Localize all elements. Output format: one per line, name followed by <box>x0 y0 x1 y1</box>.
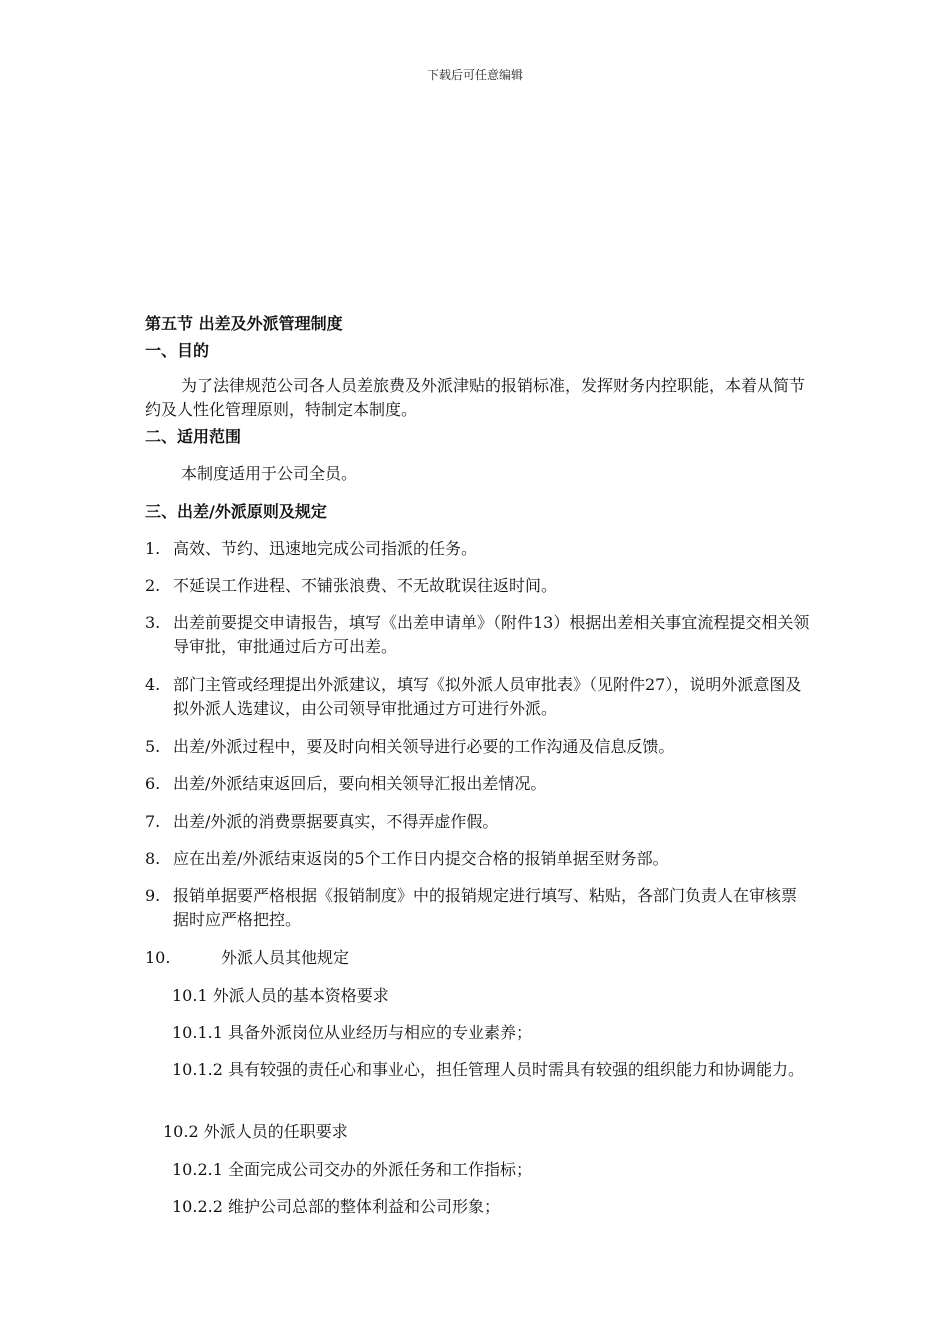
subsection-10-2-2: 10.2.2 维护公司总部的整体利益和公司形象； <box>172 1197 500 1216</box>
heading-scope: 二、适用范围 <box>145 427 242 446</box>
list-item-number: 1. <box>145 539 161 558</box>
list-item <box>145 847 810 871</box>
list-item <box>145 810 810 834</box>
list-item-text: 出差前要提交申请报告，填写《出差申请单》（附件13）根据出差相关事宜流程提交相关领导审批，审批通过后方可出差。 <box>173 613 810 656</box>
subsection-10-1-1: 10.1.1 具备外派岗位从业经历与相应的专业素养； <box>172 1023 532 1042</box>
list-item-text: 出差/外派的消费票据要真实，不得弄虚作假。 <box>173 812 499 831</box>
list-item-text: 外派人员其他规定 <box>221 948 350 967</box>
list-item <box>145 772 810 796</box>
list-item <box>145 611 810 659</box>
list-item-text: 部门主管或经理提出外派建议，填写《拟外派人员审批表》（见附件27），说明外派意图及拟外派人选建议，由公司领导审批通过方可进行外派。 <box>173 675 802 718</box>
list-item-number: 3. <box>145 613 161 632</box>
list-item-text: 应在出差/外派结束返岗的5个工作日内提交合格的报销单据至财务部。 <box>173 849 669 868</box>
list-item-number: 5. <box>145 737 161 756</box>
list-item <box>145 673 810 721</box>
list-item-text: 高效、节约、迅速地完成公司指派的任务。 <box>173 539 478 558</box>
list-item-number: 8. <box>145 849 161 868</box>
subsection-10-2-1: 10.2.1 全面完成公司交办的外派任务和工作指标； <box>172 1160 532 1179</box>
list-item <box>145 537 810 561</box>
list-item <box>145 574 810 598</box>
header-note: 下载后可任意编辑 <box>426 68 523 82</box>
section-title: 第五节 出差及外派管理制度 <box>145 314 343 333</box>
list-item-number: 6. <box>145 774 161 793</box>
paragraph-scope: 本制度适用于公司全员。 <box>181 464 358 483</box>
subsection-10-1: 10.1 外派人员的基本资格要求 <box>172 986 389 1005</box>
heading-purpose: 一、目的 <box>145 341 210 360</box>
list-item <box>145 946 810 970</box>
list-item-text: 不延误工作进程、不铺张浪费、不无故耽误往返时间。 <box>173 576 558 595</box>
subsection-10-2: 10.2 外派人员的任职要求 <box>163 1122 348 1141</box>
list-item-number: 10. <box>145 948 171 967</box>
subsection-10-1-2: 10.1.2 具有较强的责任心和事业心，担任管理人员时需具有较强的组织能力和协调能力。 <box>172 1060 804 1079</box>
list-item-text: 出差/外派结束返回后，要向相关领导汇报出差情况。 <box>173 774 547 793</box>
list-item-text: 出差/外派过程中，要及时向相关领导进行必要的工作沟通及信息反馈。 <box>173 737 675 756</box>
list-item-number: 9. <box>145 886 161 905</box>
list-item-number: 7. <box>145 812 161 831</box>
list-item <box>145 735 810 759</box>
list-item-number: 2. <box>145 576 161 595</box>
list-item <box>145 884 810 932</box>
list-item-number: 4. <box>145 675 161 694</box>
heading-principles: 三、出差/外派原则及规定 <box>145 502 327 521</box>
list-item-text: 报销单据要严格根据《报销制度》中的报销规定进行填写、粘贴，各部门负责人在审核票据时应严格把控。 <box>173 886 798 929</box>
paragraph-purpose: 为了法律规范公司各人员差旅费及外派津贴的报销标准，发挥财务内控职能，本着从简节约及人性化管理原则，特制定本制度。 <box>145 376 806 419</box>
